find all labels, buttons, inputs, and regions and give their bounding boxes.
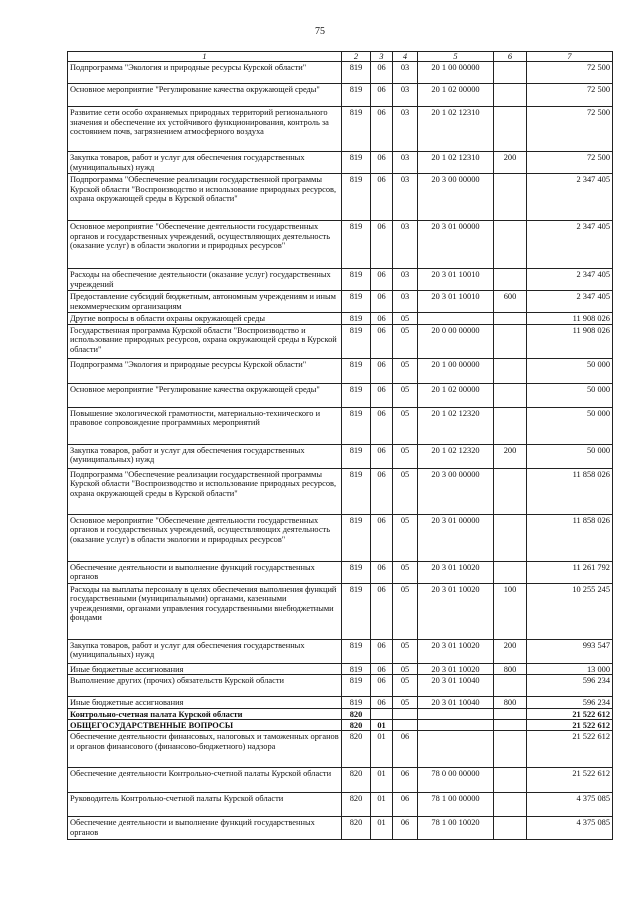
row-section-code: 06 — [371, 697, 393, 708]
row-section-code: 06 — [371, 291, 393, 313]
row-name-cell: Расходы на выплаты персоналу в целях обеспечения выполнения функций государственными (муниципальными) органами, казенными учреждениями, органами управления государственными внебюджетными фондами — [68, 583, 342, 639]
header-cell-3: 3 — [371, 52, 393, 62]
row-section-code: 06 — [371, 383, 393, 407]
row-amount: 13 000 — [527, 663, 613, 674]
row-target-article-code: 20 3 01 10020 — [418, 639, 494, 663]
table-row — [68, 407, 613, 444]
row-amount: 11 261 792 — [527, 561, 613, 583]
row-section-code: 06 — [371, 468, 393, 514]
row-subsection-code: 03 — [393, 269, 418, 291]
row-section-code: 06 — [371, 221, 393, 269]
row-subsection-code: 03 — [393, 62, 418, 84]
row-department-code: 819 — [342, 639, 371, 663]
row-name-cell: Развитие сети особо охраняемых природных территорий регионального значения и обеспечение их устойчивого функционирования, контроль за состоянием почв, загрязнением атмосферного воздуха — [68, 107, 342, 152]
row-section-code: 06 — [371, 269, 393, 291]
row-target-article-code: 20 3 00 00000 — [418, 174, 494, 221]
row-department-code: 819 — [342, 358, 371, 383]
row-subsection-code: 06 — [393, 817, 418, 840]
row-target-article-code: 20 1 02 00000 — [418, 383, 494, 407]
row-section-code: 01 — [371, 731, 393, 768]
row-amount: 596 234 — [527, 697, 613, 708]
row-section-code: 01 — [371, 720, 393, 731]
row-subsection-code: 03 — [393, 174, 418, 221]
row-amount: 21 522 612 — [527, 731, 613, 768]
row-target-article-code: 20 3 00 00000 — [418, 468, 494, 514]
table-row — [68, 817, 613, 840]
row-subsection-code: 03 — [393, 84, 418, 107]
row-target-article-code: 20 3 01 00000 — [418, 514, 494, 561]
row-subsection-code: 05 — [393, 663, 418, 674]
row-name-cell: ОБЩЕГОСУДАРСТВЕННЫЕ ВОПРОСЫ — [68, 720, 342, 731]
row-amount: 993 547 — [527, 639, 613, 663]
table-row — [68, 561, 613, 583]
table-row — [68, 269, 613, 291]
header-cell-1: 1 — [68, 52, 342, 62]
budget-table — [67, 51, 613, 840]
row-expense-type-code — [494, 514, 527, 561]
table-row — [68, 697, 613, 708]
row-expense-type-code: 600 — [494, 291, 527, 313]
row-expense-type-code — [494, 817, 527, 840]
header-cell-2: 2 — [342, 52, 371, 62]
table-row — [68, 324, 613, 358]
row-amount: 11 858 026 — [527, 468, 613, 514]
row-expense-type-code — [494, 107, 527, 152]
table-row — [68, 768, 613, 793]
row-expense-type-code: 100 — [494, 583, 527, 639]
row-name-cell: Обеспечение деятельности и выполнение функций государственных органов — [68, 561, 342, 583]
table-row — [68, 663, 613, 674]
row-subsection-code: 06 — [393, 793, 418, 817]
row-section-code — [371, 708, 393, 719]
table-row — [68, 720, 613, 731]
row-name-cell: Иные бюджетные ассигнования — [68, 697, 342, 708]
row-target-article-code: 20 1 02 00000 — [418, 84, 494, 107]
row-expense-type-code: 800 — [494, 663, 527, 674]
row-subsection-code: 05 — [393, 324, 418, 358]
row-name-cell: Подпрограмма "Экология и природные ресурсы Курской области" — [68, 62, 342, 84]
row-amount: 72 500 — [527, 62, 613, 84]
row-subsection-code: 05 — [393, 313, 418, 324]
row-department-code: 819 — [342, 444, 371, 468]
table-row — [68, 174, 613, 221]
row-name-cell: Иные бюджетные ассигнования — [68, 663, 342, 674]
row-department-code: 820 — [342, 708, 371, 719]
row-department-code: 819 — [342, 62, 371, 84]
row-subsection-code: 05 — [393, 383, 418, 407]
row-expense-type-code — [494, 731, 527, 768]
header-cell-4: 4 — [393, 52, 418, 62]
row-department-code: 819 — [342, 561, 371, 583]
row-department-code: 819 — [342, 313, 371, 324]
row-expense-type-code: 800 — [494, 697, 527, 708]
table-body — [68, 52, 613, 840]
table-row — [68, 731, 613, 768]
row-subsection-code: 05 — [393, 358, 418, 383]
row-subsection-code: 03 — [393, 152, 418, 174]
row-amount: 4 375 085 — [527, 817, 613, 840]
row-section-code: 06 — [371, 675, 393, 697]
row-target-article-code — [418, 731, 494, 768]
row-amount: 21 522 612 — [527, 720, 613, 731]
row-expense-type-code — [494, 768, 527, 793]
row-amount: 21 522 612 — [527, 708, 613, 719]
row-amount: 2 347 405 — [527, 174, 613, 221]
row-section-code: 06 — [371, 174, 393, 221]
row-target-article-code — [418, 720, 494, 731]
row-target-article-code — [418, 708, 494, 719]
row-name-cell: Закупка товаров, работ и услуг для обеспечения государственных (муниципальных) нужд — [68, 444, 342, 468]
row-expense-type-code — [494, 324, 527, 358]
row-target-article-code: 20 3 01 10040 — [418, 697, 494, 708]
row-amount: 50 000 — [527, 383, 613, 407]
table-row — [68, 708, 613, 719]
row-subsection-code: 05 — [393, 444, 418, 468]
row-subsection-code: 06 — [393, 731, 418, 768]
row-expense-type-code — [494, 84, 527, 107]
row-name-cell: Подпрограмма "Экология и природные ресурсы Курской области" — [68, 358, 342, 383]
row-target-article-code: 20 1 02 12310 — [418, 152, 494, 174]
row-amount: 11 858 026 — [527, 514, 613, 561]
row-expense-type-code — [494, 720, 527, 731]
row-expense-type-code: 200 — [494, 152, 527, 174]
row-subsection-code: 05 — [393, 468, 418, 514]
row-amount: 2 347 405 — [527, 291, 613, 313]
row-name-cell: Государственная программа Курской области "Воспроизводство и использование природных ресурсов, охрана окружающей среды в Курской области" — [68, 324, 342, 358]
row-name-cell: Контрольно-счетная палата Курской области — [68, 708, 342, 719]
row-amount: 72 500 — [527, 107, 613, 152]
row-department-code: 819 — [342, 291, 371, 313]
page-number: 75 — [315, 26, 325, 37]
row-target-article-code: 20 3 01 10010 — [418, 291, 494, 313]
row-amount: 21 522 612 — [527, 768, 613, 793]
row-subsection-code: 05 — [393, 407, 418, 444]
row-target-article-code: 78 1 00 00000 — [418, 793, 494, 817]
row-section-code: 01 — [371, 817, 393, 840]
row-name-cell: Подпрограмма "Обеспечение реализации государственной программы Курской области "Воспроизводство и использование природных ресурсов, охрана окружающей среды в Курской области" — [68, 468, 342, 514]
row-section-code: 06 — [371, 444, 393, 468]
row-target-article-code: 20 3 01 00000 — [418, 221, 494, 269]
row-department-code: 820 — [342, 793, 371, 817]
row-section-code: 06 — [371, 407, 393, 444]
table-row — [68, 583, 613, 639]
header-cell-5: 5 — [418, 52, 494, 62]
row-expense-type-code — [494, 313, 527, 324]
header-cell-6: 6 — [494, 52, 527, 62]
table-row — [68, 468, 613, 514]
row-target-article-code: 20 3 01 10020 — [418, 561, 494, 583]
row-amount: 50 000 — [527, 407, 613, 444]
row-section-code: 06 — [371, 639, 393, 663]
row-department-code: 820 — [342, 720, 371, 731]
row-subsection-code — [393, 708, 418, 719]
row-subsection-code: 05 — [393, 639, 418, 663]
row-subsection-code: 03 — [393, 107, 418, 152]
row-expense-type-code — [494, 358, 527, 383]
table-row — [68, 793, 613, 817]
row-expense-type-code: 200 — [494, 444, 527, 468]
row-department-code: 819 — [342, 383, 371, 407]
row-name-cell: Другие вопросы в области охраны окружающей среды — [68, 313, 342, 324]
table-row — [68, 62, 613, 84]
row-target-article-code: 20 1 00 00000 — [418, 62, 494, 84]
table-row — [68, 444, 613, 468]
row-target-article-code — [418, 313, 494, 324]
row-department-code: 819 — [342, 407, 371, 444]
table-row — [68, 313, 613, 324]
row-target-article-code: 20 3 01 10040 — [418, 675, 494, 697]
row-department-code: 820 — [342, 817, 371, 840]
table-row — [68, 675, 613, 697]
row-section-code: 06 — [371, 561, 393, 583]
row-name-cell: Выполнение других (прочих) обязательств Курской области — [68, 675, 342, 697]
row-subsection-code: 05 — [393, 697, 418, 708]
row-subsection-code: 05 — [393, 583, 418, 639]
row-name-cell: Основное мероприятие "Регулирование качества окружающей среды" — [68, 84, 342, 107]
row-target-article-code: 20 0 00 00000 — [418, 324, 494, 358]
row-expense-type-code — [494, 269, 527, 291]
row-department-code: 819 — [342, 663, 371, 674]
row-name-cell: Подпрограмма "Обеспечение реализации государственной программы Курской области "Воспроизводство и использование природных ресурсов, охрана окружающей среды в Курской области" — [68, 174, 342, 221]
row-subsection-code: 06 — [393, 768, 418, 793]
row-name-cell: Руководитель Контрольно-счетной палаты Курской области — [68, 793, 342, 817]
row-name-cell: Повышение экологической грамотности, материально-технического и правовое сопровождение программных мероприятий — [68, 407, 342, 444]
row-target-article-code: 78 1 00 10020 — [418, 817, 494, 840]
table-header-row — [68, 52, 613, 62]
row-name-cell: Обеспечение деятельности Контрольно-счетной палаты Курской области — [68, 768, 342, 793]
row-amount: 11 908 026 — [527, 313, 613, 324]
row-department-code: 819 — [342, 697, 371, 708]
row-section-code: 06 — [371, 358, 393, 383]
row-name-cell: Основное мероприятие "Обеспечение деятельности государственных органов и государственных учреждений, осуществляющих деятельность (оказание услуг) в области экологии и природных ресурсов" — [68, 221, 342, 269]
row-amount: 11 908 026 — [527, 324, 613, 358]
row-expense-type-code — [494, 708, 527, 719]
row-amount: 2 347 405 — [527, 269, 613, 291]
row-section-code: 06 — [371, 107, 393, 152]
row-expense-type-code — [494, 675, 527, 697]
row-department-code: 819 — [342, 468, 371, 514]
row-amount: 72 500 — [527, 84, 613, 107]
row-amount: 4 375 085 — [527, 793, 613, 817]
row-expense-type-code — [494, 383, 527, 407]
table-row — [68, 639, 613, 663]
row-name-cell: Основное мероприятие "Регулирование качества окружающей среды" — [68, 383, 342, 407]
row-subsection-code: 03 — [393, 291, 418, 313]
row-section-code: 06 — [371, 313, 393, 324]
table-row — [68, 514, 613, 561]
row-section-code: 06 — [371, 583, 393, 639]
row-section-code: 06 — [371, 152, 393, 174]
row-section-code: 01 — [371, 768, 393, 793]
row-department-code: 820 — [342, 768, 371, 793]
row-subsection-code: 05 — [393, 514, 418, 561]
row-department-code: 819 — [342, 107, 371, 152]
row-amount: 50 000 — [527, 444, 613, 468]
row-section-code: 06 — [371, 62, 393, 84]
row-target-article-code: 20 3 01 10020 — [418, 583, 494, 639]
row-section-code: 06 — [371, 324, 393, 358]
row-section-code: 06 — [371, 663, 393, 674]
table-row — [68, 152, 613, 174]
row-name-cell: Предоставление субсидий бюджетным, автономным учреждениям и иным некоммерческим организациям — [68, 291, 342, 313]
row-amount: 596 234 — [527, 675, 613, 697]
row-department-code: 819 — [342, 514, 371, 561]
row-expense-type-code — [494, 793, 527, 817]
row-target-article-code: 20 1 02 12310 — [418, 107, 494, 152]
row-section-code: 06 — [371, 84, 393, 107]
row-department-code: 819 — [342, 84, 371, 107]
row-amount: 2 347 405 — [527, 221, 613, 269]
row-name-cell: Закупка товаров, работ и услуг для обеспечения государственных (муниципальных) нужд — [68, 639, 342, 663]
row-expense-type-code — [494, 174, 527, 221]
row-amount: 72 500 — [527, 152, 613, 174]
row-expense-type-code — [494, 221, 527, 269]
table-row — [68, 358, 613, 383]
table-row — [68, 291, 613, 313]
row-name-cell: Обеспечение деятельности и выполнение функций государственных органов — [68, 817, 342, 840]
row-subsection-code — [393, 720, 418, 731]
table-row — [68, 221, 613, 269]
row-name-cell: Расходы на обеспечение деятельности (оказание услуг) государственных учреждений — [68, 269, 342, 291]
row-target-article-code: 20 3 01 10020 — [418, 663, 494, 674]
row-name-cell: Обеспечение деятельности финансовых, налоговых и таможенных органов и органов финансового (финансово-бюджетного) надзора — [68, 731, 342, 768]
row-name-cell: Основное мероприятие "Обеспечение деятельности государственных органов и государственных учреждений, осуществляющих деятельность (оказание услуг) в области экологии и природных ресурсов" — [68, 514, 342, 561]
row-target-article-code: 20 1 02 12320 — [418, 407, 494, 444]
row-name-cell: Закупка товаров, работ и услуг для обеспечения государственных (муниципальных) нужд — [68, 152, 342, 174]
row-department-code: 820 — [342, 731, 371, 768]
row-subsection-code: 03 — [393, 221, 418, 269]
row-target-article-code: 78 0 00 00000 — [418, 768, 494, 793]
row-amount: 50 000 — [527, 358, 613, 383]
row-department-code: 819 — [342, 221, 371, 269]
row-department-code: 819 — [342, 324, 371, 358]
row-target-article-code: 20 1 00 00000 — [418, 358, 494, 383]
row-expense-type-code — [494, 62, 527, 84]
row-expense-type-code — [494, 468, 527, 514]
row-department-code: 819 — [342, 675, 371, 697]
row-target-article-code: 20 1 02 12320 — [418, 444, 494, 468]
table-row — [68, 84, 613, 107]
table-row — [68, 383, 613, 407]
row-department-code: 819 — [342, 583, 371, 639]
row-department-code: 819 — [342, 269, 371, 291]
row-subsection-code: 05 — [393, 675, 418, 697]
row-expense-type-code: 200 — [494, 639, 527, 663]
row-target-article-code: 20 3 01 10010 — [418, 269, 494, 291]
row-subsection-code: 05 — [393, 561, 418, 583]
row-section-code: 06 — [371, 514, 393, 561]
table-row — [68, 107, 613, 152]
header-cell-7: 7 — [527, 52, 613, 62]
row-department-code: 819 — [342, 174, 371, 221]
row-amount: 10 255 245 — [527, 583, 613, 639]
row-expense-type-code — [494, 561, 527, 583]
row-expense-type-code — [494, 407, 527, 444]
row-section-code: 01 — [371, 793, 393, 817]
row-department-code: 819 — [342, 152, 371, 174]
